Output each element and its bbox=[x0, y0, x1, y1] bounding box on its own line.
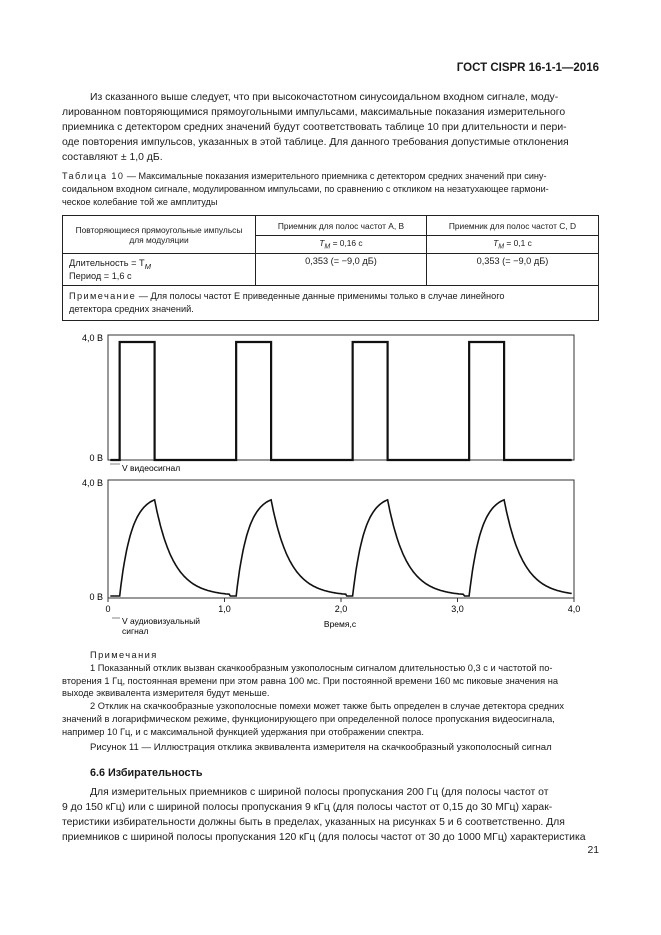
table-note-label: Примечание bbox=[69, 291, 137, 301]
body-line: приемников с шириной полосы пропускания 120 кГц (для полосы частот от 30 до 1000 МГц) характеристика bbox=[62, 832, 586, 843]
figure-notes bbox=[62, 649, 602, 739]
x-tick-label: 3,0 bbox=[451, 604, 464, 614]
table-caption-label: Таблица 10 bbox=[62, 171, 125, 181]
figure-caption: Рисунок 11 — Иллюстрация отклика эквивалента измерителя на скачкообразный узкополосный сигнал bbox=[90, 742, 552, 753]
col-header-pulses: Повторяющиеся прямоугольные импульсы для модуляции bbox=[63, 216, 256, 254]
table-note: Примечание — Для полосы частот Е приведенные данные применимы только в случае линейного детектора средних значений. bbox=[63, 286, 599, 321]
intro-line: составляют ± 1,0 дБ. bbox=[62, 152, 163, 163]
top-y-max-label: 4,0 В bbox=[81, 333, 103, 343]
note-line: вторения 1 Гц, постоянная времени при этом равна 100 мс. При постоянной времени 160 мс пиковые значения на bbox=[62, 675, 559, 686]
col-sub-ab: $T_M = 0,16$ с bbox=[256, 236, 427, 254]
table-10 bbox=[62, 215, 599, 321]
cell-value-ab: 0,353 (= −9,0 дБ) bbox=[256, 254, 427, 286]
note-line: значений в логарифмическом режиме, функционирующего при определенной полосе пропускания видеосигнала, bbox=[62, 713, 555, 724]
x-axis-ticks bbox=[105, 598, 580, 614]
note-line: выходе эквивалента измерителя будут меньше. bbox=[62, 688, 270, 699]
row-label: Длительность = $T_M$ Период = 1,6 с bbox=[63, 254, 256, 286]
video-signal-line bbox=[110, 342, 571, 460]
figure-11-chart bbox=[0, 325, 661, 643]
section-title: 6.6 Избирательность bbox=[90, 767, 203, 779]
top-y-min-label: 0 В bbox=[89, 453, 103, 463]
note-line: 2 Отклик на скачкообразные узкополосные помехи может также быть определен в случае детектора средних bbox=[90, 701, 564, 712]
col-header-cd: Приемник для полос частот С, D bbox=[426, 216, 598, 236]
notes-title: Примечания bbox=[90, 650, 158, 660]
intro-line: Из сказанного выше следует, что при высокочастотном синусоидальном входном сигнале, моду- bbox=[90, 92, 559, 103]
bottom-y-max-label: 4,0 В bbox=[81, 478, 103, 488]
bottom-plot-frame bbox=[108, 480, 574, 598]
body-line: 9 до 150 кГц) или с шириной полосы пропускания 9 кГц (для полосы частот от 0,15 до 30 МГц) харак- bbox=[62, 802, 553, 813]
top-legend-label: V видеосигнал bbox=[122, 463, 181, 473]
audio-signal-line bbox=[110, 500, 571, 596]
page-number: 21 bbox=[587, 845, 599, 856]
cell-value-cd: 0,353 (= −9,0 дБ) bbox=[426, 254, 598, 286]
table-caption-line: соидальном входном сигнале, модулированном импульсами, по сравнению с откликом на незатухающее гармони- bbox=[62, 184, 549, 194]
top-chart bbox=[82, 333, 574, 473]
note-line: 1 Показанный отклик вызван скачкообразным узкополосным сигналом длительностью 0,3 с и частотой по- bbox=[90, 662, 553, 673]
col-sub-cd: $T_M = 0,1$ с bbox=[426, 236, 598, 254]
table-caption-line: — Максимальные показания измерительного приемника с детектором средних значений при сину- bbox=[124, 171, 547, 181]
bottom-legend-label-2: сигнал bbox=[122, 626, 149, 636]
x-axis-label: Время,с bbox=[323, 619, 357, 629]
bottom-y-min-label: 0 В bbox=[89, 592, 103, 602]
body-line: теристики избирательности должны быть в пределах, указанных на рисунках 5 и 6 соответственно. Для bbox=[62, 817, 565, 828]
note-line: например 10 Гц, и с максимальной функцией удержания при отображении спектра. bbox=[62, 726, 424, 737]
col-header-ab: Приемник для полос частот А, В bbox=[256, 216, 427, 236]
intro-line: лированном повторяющимися прямоугольными импульсами, максимальные показания измерительного bbox=[62, 107, 566, 118]
intro-paragraph bbox=[62, 90, 599, 165]
document-id: ГОСТ CISPR 16-1-1—2016 bbox=[456, 62, 599, 74]
bottom-legend-label: V аудиовизуальный bbox=[122, 616, 200, 626]
x-tick-label: 4,0 bbox=[567, 604, 581, 614]
intro-line: приемника с детектором средних значений будут соответствовать таблице 10 при длительности и пери- bbox=[62, 122, 567, 133]
x-tick-label: 1,0 bbox=[218, 604, 231, 614]
intro-line: оде повторения импульсов, указанных в этой таблице. Для данного требования допустимые отклонения bbox=[62, 137, 569, 148]
table-caption-line: ческое колебание той же амплитуды bbox=[62, 197, 218, 207]
x-tick-label: 0 bbox=[105, 604, 111, 614]
x-tick-label: 2,0 bbox=[334, 604, 348, 614]
table-caption bbox=[62, 170, 602, 209]
body-paragraph bbox=[62, 785, 599, 845]
bottom-chart bbox=[82, 478, 580, 636]
body-line: Для измерительных приемников с шириной полосы пропускания 200 Гц (для полосы частот от bbox=[90, 787, 549, 798]
